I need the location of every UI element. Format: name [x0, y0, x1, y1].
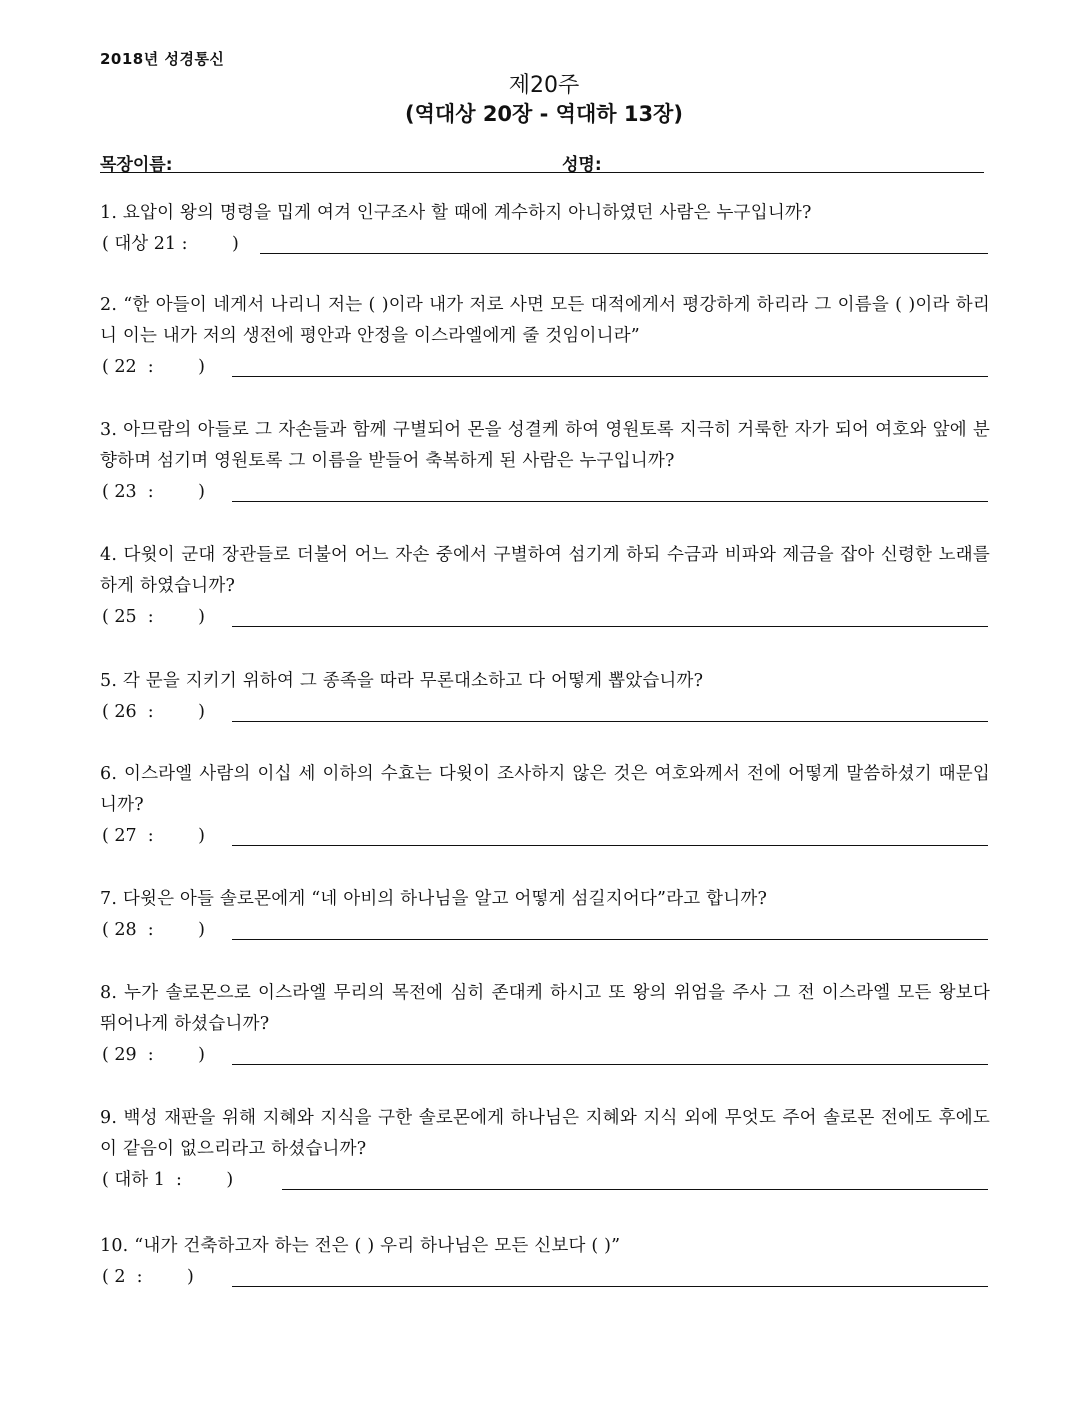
chapter-range-title: (역대상 20장 - 역대하 13장)	[405, 102, 683, 126]
scripture-reference: ( 25 : )	[102, 607, 206, 627]
answer-line[interactable]	[232, 376, 988, 377]
question-text: 2. “한 아들이 네게서 나리니 저는 ( )이라 내가 저로 사면 모든 대적에게서 평강하게 하리라 그 이름을 ( )이라 하리니 이는 내가 저의 생전에 평안과 안정을 이스라엘에게 줄 것임이니라”	[100, 295, 990, 346]
answer-line[interactable]	[260, 253, 988, 254]
scripture-reference: ( 22 : )	[102, 357, 206, 377]
scripture-reference: ( 대상 21 : )	[102, 234, 239, 254]
question-text: 5. 각 문을 지키기 위하여 그 종족을 따라 무론대소하고 다 어떻게 뽑았습니까?	[100, 671, 704, 691]
scripture-reference: ( 29 : )	[102, 1045, 206, 1065]
question-5	[100, 666, 990, 728]
answer-line[interactable]	[232, 721, 988, 722]
answer-line[interactable]	[232, 1064, 988, 1065]
answer-line[interactable]	[232, 501, 988, 502]
answer-line[interactable]	[232, 626, 988, 627]
week-title: 제20주	[508, 73, 580, 98]
worksheet-series-title: 2018년 성경통신	[100, 50, 225, 68]
scripture-reference: ( 대하 1 : )	[102, 1170, 234, 1190]
question-text: 7. 다윗은 아들 솔로몬에게 “네 아비의 하나님을 알고 어떻게 섬길지어다”라고 합니까?	[100, 889, 768, 909]
question-text: 3. 아므람의 아들로 그 자손들과 함께 구별되어 몬을 성결케 하여 영원토록 지극히 거룩한 자가 되어 여호와 앞에 분향하며 섬기며 영원토록 그 이름을 받들어 축복하게 된 사람은 누구입니까?	[100, 420, 990, 471]
question-10	[100, 1231, 990, 1293]
scripture-reference: ( 23 : )	[102, 482, 206, 502]
question-2	[100, 290, 990, 383]
question-3	[100, 415, 990, 508]
name-entry-row	[100, 150, 984, 173]
question-8	[100, 978, 990, 1071]
question-6	[100, 759, 990, 852]
scripture-reference: ( 28 : )	[102, 920, 206, 940]
question-text: 4. 다윗이 군대 장관들로 더불어 어느 자손 중에서 구별하여 섬기게 하되 수금과 비파와 제금을 잡아 신령한 노래를 하게 하였습니까?	[100, 545, 990, 596]
question-text: 6. 이스라엘 사람의 이십 세 이하의 수효는 다윗이 조사하지 않은 것은 여호와께서 전에 어떻게 말씀하셨기 때문입니까?	[100, 764, 990, 815]
question-4	[100, 540, 990, 633]
answer-line[interactable]	[232, 845, 988, 846]
question-text: 9. 백성 재판을 위해 지혜와 지식을 구한 솔로몬에게 하나님은 지혜와 지식 외에 무엇도 주어 솔로몬 전에도 후에도 이 같음이 없으리라고 하셨습니까?	[100, 1108, 990, 1159]
scripture-reference: ( 27 : )	[102, 826, 206, 846]
question-7	[100, 884, 990, 946]
answer-line[interactable]	[282, 1189, 988, 1190]
question-1	[100, 198, 990, 260]
scripture-reference: ( 2 : )	[102, 1267, 194, 1287]
scripture-reference: ( 26 : )	[102, 702, 206, 722]
question-text: 8. 누가 솔로몬으로 이스라엘 무리의 목전에 심히 존대케 하시고 또 왕의 위엄을 주사 그 전 이스라엘 모든 왕보다 뛰어나게 하셨습니까?	[100, 983, 990, 1034]
cell-group-name-label: 목장이름:	[100, 155, 173, 175]
question-text: 10. “내가 건축하고자 하는 전은 ( ) 우리 하나님은 모든 신보다 ( )”	[100, 1236, 621, 1256]
student-name-label: 성명:	[562, 155, 602, 175]
question-text: 1. 요압이 왕의 명령을 밉게 여겨 인구조사 할 때에 계수하지 아니하였던 사람은 누구입니까?	[100, 203, 812, 223]
question-9	[100, 1103, 990, 1196]
answer-line[interactable]	[232, 939, 988, 940]
answer-line[interactable]	[232, 1286, 988, 1287]
